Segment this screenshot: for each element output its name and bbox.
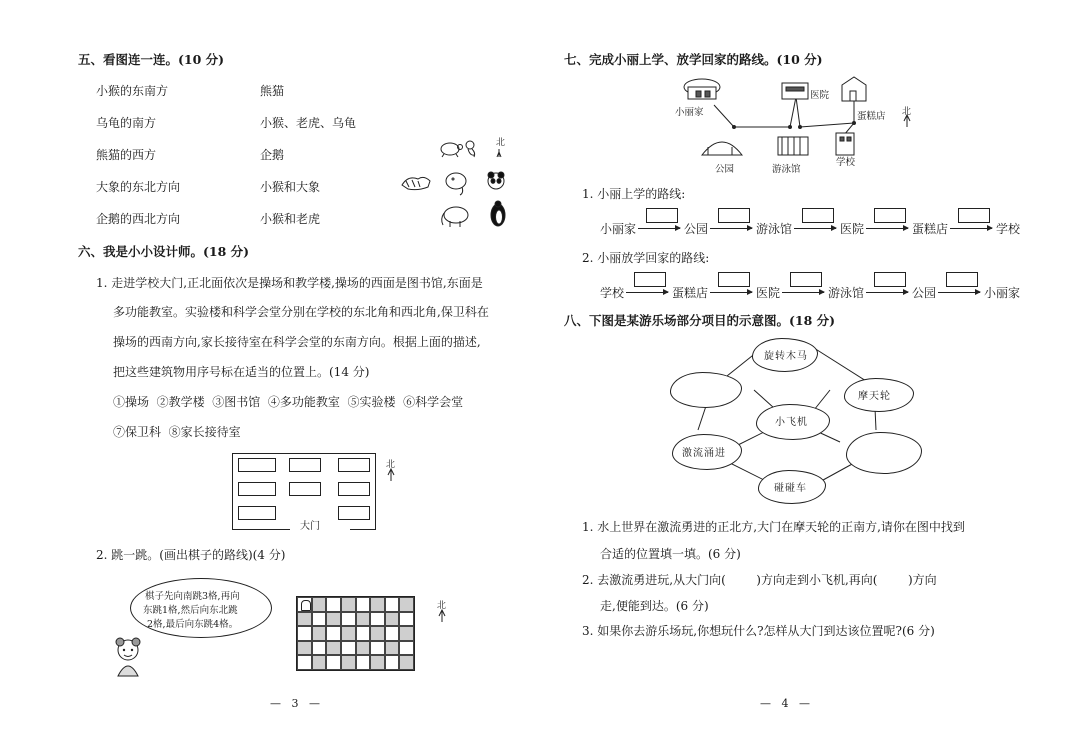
bubble-line1: 棋子先向南跳3格,再向 <box>145 591 240 602</box>
grid-cell[interactable] <box>326 612 341 627</box>
grid-north-arrow-icon <box>437 609 447 623</box>
grid-cell[interactable] <box>341 641 356 656</box>
north-mark-1: 北 <box>496 138 506 148</box>
route-answer-box[interactable] <box>718 272 750 287</box>
grid-cell[interactable] <box>385 655 400 670</box>
grid-cell[interactable] <box>385 626 400 641</box>
grid-cell[interactable] <box>312 641 327 656</box>
grid-cell[interactable] <box>312 655 327 670</box>
route-answer-box[interactable] <box>874 272 906 287</box>
grid-cell[interactable] <box>370 641 385 656</box>
grid-cell[interactable] <box>370 626 385 641</box>
grid-cell[interactable] <box>341 655 356 670</box>
section-6-title: 六、我是小小设计师。(18 分) <box>78 244 250 259</box>
map-box-3[interactable] <box>338 458 370 472</box>
s6-q1-line1: 1. 走进学校大门,正北面依次是操场和教学楼,操场的西面是图书馆,东面是 <box>96 276 483 290</box>
s5-left-4: 大象的东北方向 <box>96 180 181 194</box>
grid-cell[interactable] <box>385 612 400 627</box>
s7-q1: 1. 小丽上学的路线: <box>582 187 686 201</box>
route-stop: 医院 <box>840 222 865 236</box>
grid-cell[interactable] <box>326 626 341 641</box>
route-2-row <box>600 272 1021 302</box>
grid-cell[interactable] <box>356 655 371 670</box>
grid-cell[interactable] <box>356 626 371 641</box>
label-ferris-wheel: 摩天轮 <box>858 391 891 402</box>
s5-right-2: 小猴、老虎、乌龟 <box>260 116 357 130</box>
park-icon <box>702 142 742 155</box>
grid-north-label: 北 <box>437 601 447 611</box>
s6-options-row1: ①操场 ②教学楼 ③图书馆 ④多功能教室 ⑤实验楼 ⑥科学会堂 <box>113 395 464 409</box>
route-stop: 蛋糕店 <box>912 222 949 236</box>
north-arrow-icon <box>386 468 396 482</box>
gate-gap <box>290 524 350 530</box>
route-answer-box[interactable] <box>646 208 678 223</box>
s6-q2: 2. 跳一跳。(画出棋子的路线)(4 分) <box>96 548 286 562</box>
route-arrow <box>938 292 980 293</box>
grid-cell[interactable] <box>297 655 312 670</box>
route-arrow <box>638 228 680 229</box>
map-box-7[interactable] <box>238 506 276 520</box>
place-pool: 游泳馆 <box>772 164 801 175</box>
route-answer-box[interactable] <box>946 272 978 287</box>
route-stop: 医院 <box>756 286 781 300</box>
grid-cell[interactable] <box>312 626 327 641</box>
route-stop: 学校 <box>996 222 1021 236</box>
route-arrow <box>866 292 908 293</box>
place-school: 学校 <box>836 157 856 168</box>
grid-cell[interactable] <box>312 597 327 612</box>
grid-cell[interactable] <box>399 655 414 670</box>
grid-cell[interactable] <box>399 626 414 641</box>
grid-cell[interactable] <box>297 597 312 612</box>
s7-q2: 2. 小丽放学回家的路线: <box>582 251 710 265</box>
grid-cell[interactable] <box>356 641 371 656</box>
s5-left-1: 小猴的东南方 <box>96 84 169 98</box>
s8-q3: 3. 如果你去游乐场玩,你想玩什么?怎样从大门到达该位置呢?(6 分) <box>582 624 935 638</box>
s6-options-row2: ⑦保卫科 ⑧家长接待室 <box>113 425 241 439</box>
home-building-icon <box>684 79 720 99</box>
page-number-3: — 3 — <box>270 697 320 710</box>
animal-grid-image <box>398 135 518 230</box>
panda-icon <box>488 172 504 189</box>
route-stop: 游泳馆 <box>756 222 793 236</box>
bubble-line3: 2格,最后向东跳4格。 <box>147 619 239 630</box>
route-answer-box[interactable] <box>958 208 990 223</box>
route-arrow <box>794 228 836 229</box>
label-bumper-cars: 碰碰车 <box>774 483 807 494</box>
route-answer-box[interactable] <box>802 208 834 223</box>
grid-cell[interactable] <box>326 641 341 656</box>
s5-left-3: 熊猫的西方 <box>96 148 157 162</box>
s8-q1-line2: 合适的位置填一填。(6 分) <box>600 547 741 561</box>
bubble-line2: 东跳1格,然后向东北跳 <box>143 605 238 616</box>
school-building-icon <box>836 133 854 155</box>
map-north-label: 北 <box>386 460 396 470</box>
route-stop: 公园 <box>684 222 709 236</box>
route-answer-box[interactable] <box>874 208 906 223</box>
route-arrow <box>950 228 992 229</box>
section-8-title: 八、下图是某游乐场部分项目的示意图。(18 分) <box>564 313 836 328</box>
map-box-8[interactable] <box>338 506 370 520</box>
route-stop: 小丽家 <box>984 286 1021 300</box>
grid-cell[interactable] <box>341 626 356 641</box>
grid-cell[interactable] <box>297 641 312 656</box>
turtle-icon <box>441 143 463 157</box>
route-stop: 蛋糕店 <box>672 286 709 300</box>
section-5-title: 五、看图连一连。(10 分) <box>78 52 225 67</box>
route-map <box>672 75 912 175</box>
s8-q2-line1: 2. 去激流勇进玩,从大门向( )方向走到小飞机,再向( )方向 <box>582 573 937 587</box>
map-box-4[interactable] <box>238 482 276 496</box>
bakery-building-icon <box>842 77 866 101</box>
route-arrow <box>626 292 668 293</box>
map-box-1[interactable] <box>238 458 276 472</box>
s5-right-4: 小猴和大象 <box>260 180 321 194</box>
grid-cell[interactable] <box>385 641 400 656</box>
route-arrow <box>782 292 824 293</box>
grid-cell[interactable] <box>356 612 371 627</box>
map-box-5[interactable] <box>289 482 321 496</box>
route-arrow <box>710 228 752 229</box>
chess-piece-icon <box>301 600 311 611</box>
grid-cell[interactable] <box>326 655 341 670</box>
s6-q1-line2: 多功能教室。实验楼和科学会堂分别在学校的东北角和西北角,保卫科在 <box>113 305 489 319</box>
route-north-arrow-icon <box>902 114 912 128</box>
grid-cell[interactable] <box>399 597 414 612</box>
place-hospital: 医院 <box>810 90 830 101</box>
grid-cell[interactable] <box>326 597 341 612</box>
grid-cell[interactable] <box>370 612 385 627</box>
pool-building-icon <box>778 137 808 155</box>
label-carousel: 旋转木马 <box>764 351 808 362</box>
route-answer-box[interactable] <box>634 272 666 287</box>
route-stop: 学校 <box>600 286 625 300</box>
grid-cell[interactable] <box>356 597 371 612</box>
grid-cell[interactable] <box>312 612 327 627</box>
s8-q1-line1: 1. 水上世界在激流勇进的正北方,大门在摩天轮的正南方,请你在图中找到 <box>582 520 965 534</box>
map-box-2[interactable] <box>289 458 321 472</box>
section-7-title: 七、完成小丽上学、放学回家的路线。(10 分) <box>564 52 823 67</box>
route-stop: 公园 <box>912 286 937 300</box>
route-north-label: 北 <box>902 107 912 117</box>
route-stop: 小丽家 <box>600 222 637 236</box>
grid-cell[interactable] <box>399 612 414 627</box>
s5-left-2: 乌龟的南方 <box>96 116 157 130</box>
grid-cell[interactable] <box>370 655 385 670</box>
route-stop: 游泳馆 <box>828 286 865 300</box>
penguin-icon <box>491 201 505 226</box>
route-answer-box[interactable] <box>718 208 750 223</box>
grid-cell[interactable] <box>341 612 356 627</box>
girl-icon <box>108 636 148 688</box>
route-answer-box[interactable] <box>790 272 822 287</box>
s5-left-5: 企鹅的西北方向 <box>96 212 181 226</box>
route-arrow <box>710 292 752 293</box>
route-1-row <box>600 208 1021 238</box>
place-home: 小丽家 <box>675 107 704 118</box>
grid-cell[interactable] <box>385 597 400 612</box>
s6-q1-line3: 操场的西南方向,家长接待室在科学会堂的东南方向。根据上面的描述, <box>113 335 481 349</box>
page-number-4: — 4 — <box>760 697 810 710</box>
hospital-building-icon <box>782 83 808 99</box>
route-arrow <box>866 228 908 229</box>
monkey-icon <box>466 141 475 157</box>
tiger-icon <box>402 177 430 189</box>
elephant-icon-small <box>446 173 466 195</box>
map-box-6[interactable] <box>338 482 370 496</box>
grid-cell[interactable] <box>297 626 312 641</box>
s6-q1-line4: 把这些建筑物用序号标在适当的位置上。(14 分) <box>113 365 370 379</box>
s8-q2-line2: 走,便能到达。(6 分) <box>600 599 709 613</box>
grid-cell[interactable] <box>370 597 385 612</box>
s5-right-5: 小猴和老虎 <box>260 212 321 226</box>
place-bakery: 蛋糕店 <box>857 111 886 122</box>
label-rapids: 激流涌进 <box>682 448 726 459</box>
elephant-icon <box>442 207 468 227</box>
place-park: 公园 <box>715 164 735 175</box>
s5-right-1: 熊猫 <box>260 84 285 98</box>
checker-grid <box>296 596 415 671</box>
grid-cell[interactable] <box>399 641 414 656</box>
school-gate-label: 大门 <box>300 521 320 532</box>
s5-right-3: 企鹅 <box>260 148 285 162</box>
grid-cell[interactable] <box>297 612 312 627</box>
label-plane: 小飞机 <box>775 417 808 428</box>
grid-cell[interactable] <box>341 597 356 612</box>
